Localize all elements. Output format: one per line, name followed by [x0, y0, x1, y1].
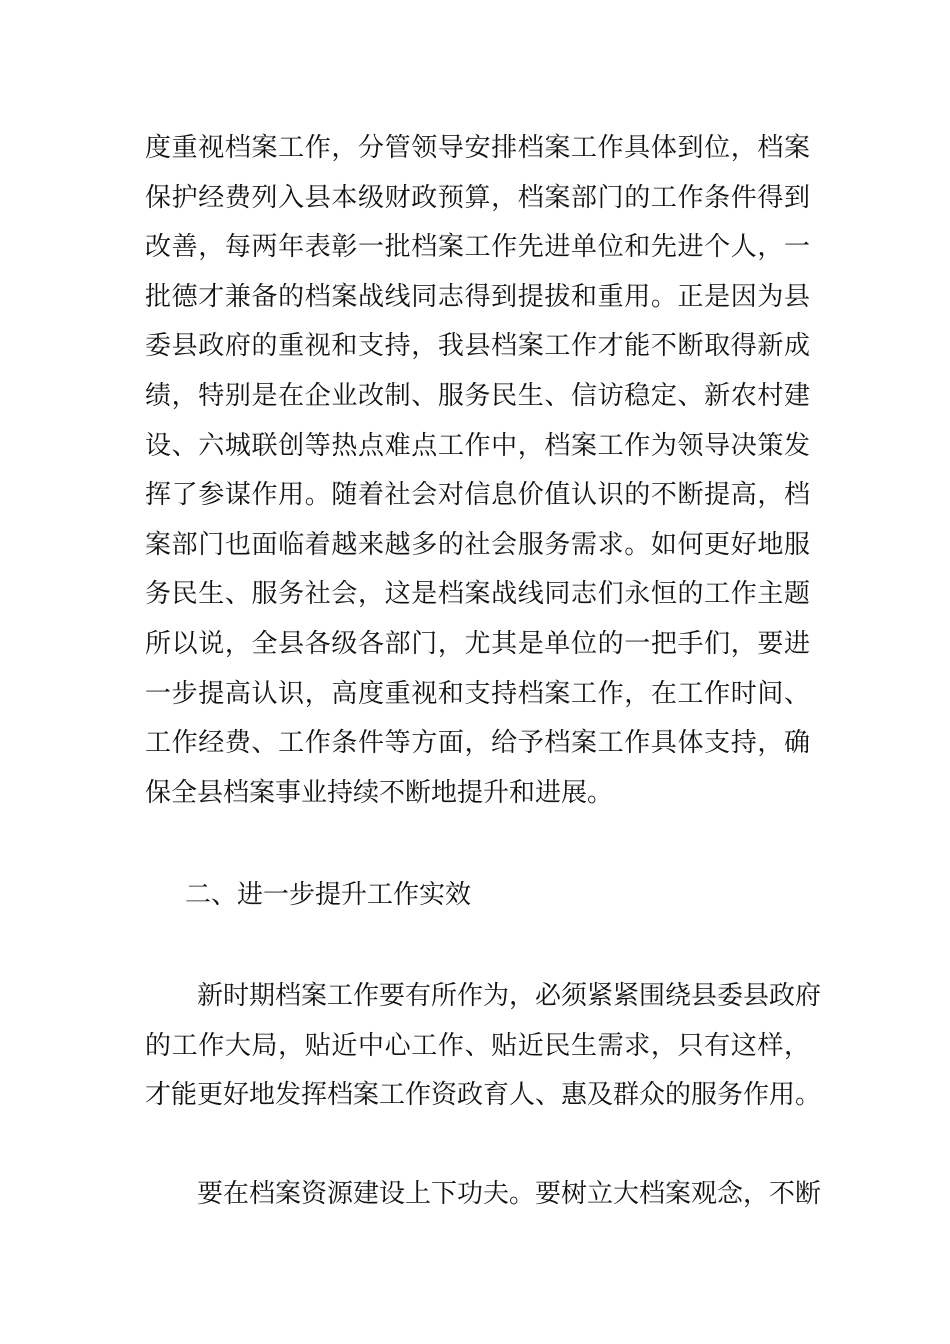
paragraph-line: 案部门也面临着越来越多的社会服务需求。如何更好地服 [145, 529, 810, 560]
paragraph-line: 绩，特别是在企业改制、服务民生、信访稳定、新农村建 [145, 380, 810, 411]
paragraph-line: 务民生、服务社会，这是档案战线同志们永恒的工作主题 [145, 579, 810, 610]
paragraph-line: 一步提高认识，高度重视和支持档案工作，在工作时间、 [145, 678, 810, 709]
paragraph-line: 要在档案资源建设上下功夫。要树立大档案观念，不断 [145, 1179, 822, 1209]
paragraph-line: 度重视档案工作，分管领导安排档案工作具体到位，档案 [145, 133, 810, 163]
paragraph-resource-building [145, 1170, 822, 1220]
paragraph-line: 改善，每两年表彰一批档案工作先进单位和先进个人，一 [145, 232, 810, 263]
paragraph-archives-support [145, 124, 810, 818]
paragraph-line: 设、六城联创等热点难点工作中，档案工作为领导决策发 [145, 430, 810, 461]
paragraph-line: 保全县档案事业持续不断地提升和进展。 [145, 777, 614, 808]
paragraph-new-era-work [145, 972, 822, 1121]
paragraph-line: 挥了参谋作用。随着社会对信息价值认识的不断提高，档 [145, 480, 810, 511]
paragraph-line: 的工作大局，贴近中心工作、贴近民生需求，只有这样， [145, 1030, 810, 1061]
paragraph-line: 所以说，全县各级各部门，尤其是单位的一把手们，要进 [145, 628, 810, 659]
section-heading: 二、进一步提升工作实效 [185, 880, 472, 910]
paragraph-line: 委县政府的重视和支持，我县档案工作才能不断取得新成 [145, 331, 810, 362]
paragraph-line: 批德才兼备的档案战线同志得到提拔和重用。正是因为县 [145, 281, 810, 312]
paragraph-line: 才能更好地发挥档案工作资政育人、惠及群众的服务作用。 [145, 1080, 822, 1111]
paragraph-line: 保护经费列入县本级财政预算，档案部门的工作条件得到 [145, 182, 810, 213]
paragraph-line: 工作经费、工作条件等方面，给予档案工作具体支持，确 [145, 728, 810, 759]
paragraph-line: 新时期档案工作要有所作为，必须紧紧围绕县委县政府 [145, 981, 822, 1011]
